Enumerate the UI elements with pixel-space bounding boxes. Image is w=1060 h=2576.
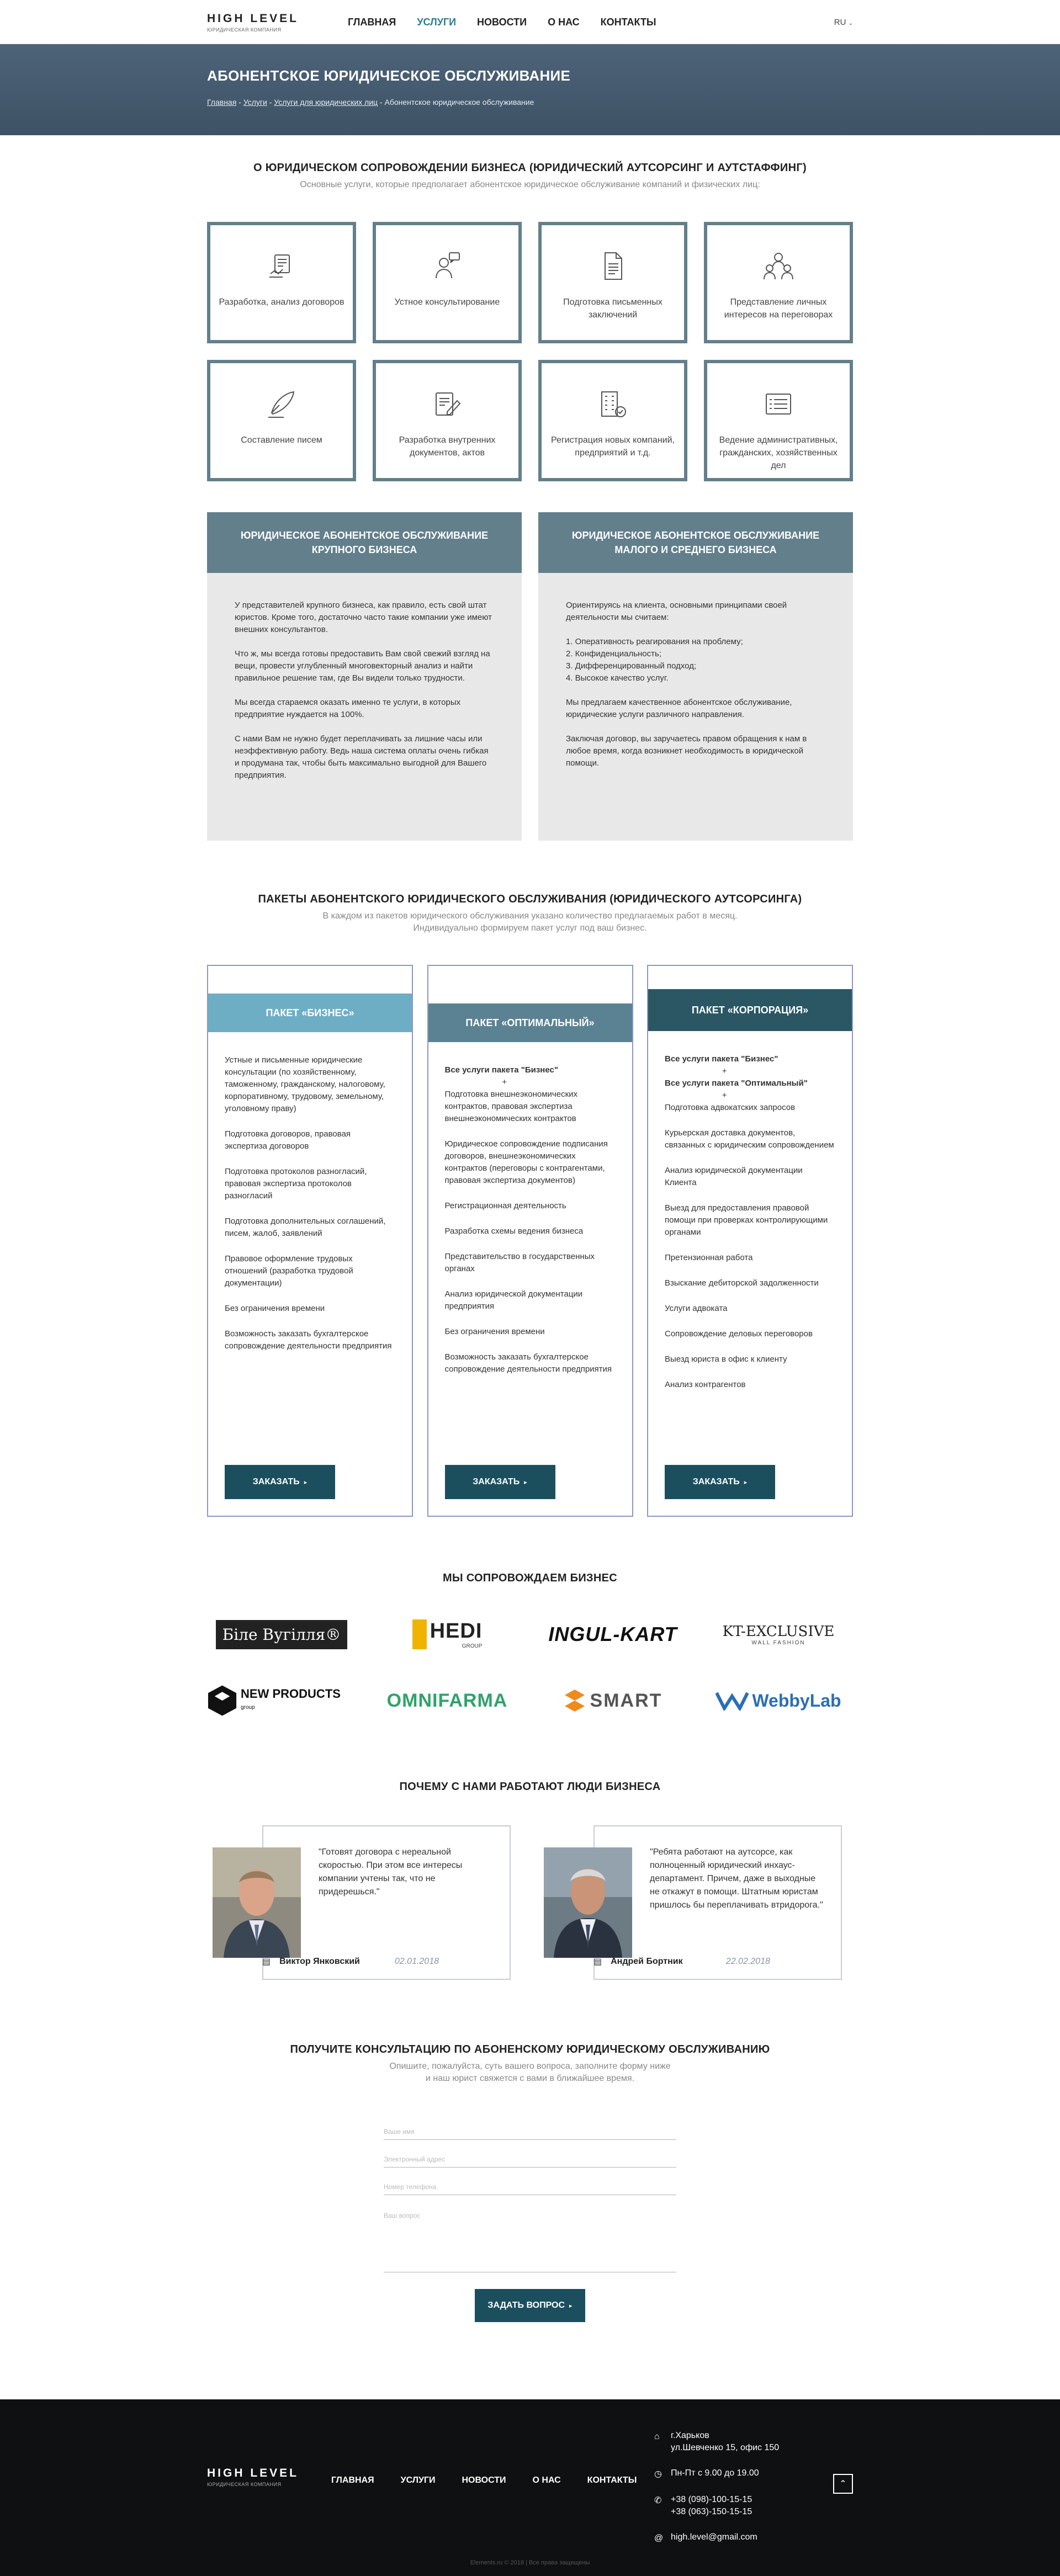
column-paragraph: Мы предлагаем качественное абонентское обслуживание, юридические услуги различного направления. bbox=[566, 698, 792, 719]
consultation-section bbox=[207, 1983, 853, 2322]
clients-logos bbox=[207, 1615, 853, 1720]
caret-right-icon: ▸ bbox=[524, 1479, 527, 1486]
about-subtitle: Основные услуги, которые предполагает абонентское юридическое обслуживание компаний и физических лиц: bbox=[300, 180, 760, 189]
column-body bbox=[538, 573, 853, 769]
contract-icon bbox=[265, 249, 298, 283]
ask-question-label: ЗАДАТЬ ВОПРОС bbox=[487, 2301, 565, 2310]
package-feature: Подготовка договоров, правовая экспертиза договоров bbox=[225, 1129, 351, 1151]
cube-icon bbox=[207, 1684, 237, 1717]
testimonial-quote: "Ребята работают на аутсорсе, как полноценный юридический инхаус-департамент. Причем, даже в выходные не откажут в помощи. Штатным юристам пришлось бы переплачивать втридорога." bbox=[650, 1847, 823, 1910]
nav-about[interactable]: О НАС bbox=[548, 16, 580, 28]
package-feature: Взыскание дебиторской задолженности bbox=[665, 1278, 819, 1288]
testimonial-author: Виктор Янковский bbox=[279, 1957, 360, 1966]
clock-icon: ◷ bbox=[654, 2469, 662, 2479]
packages-subtitle-line: Индивидуально формируем пакет услуг под ваш бизнес. bbox=[413, 923, 647, 933]
testimonial-date: 02.01.2018 bbox=[394, 1957, 439, 1966]
page-hero bbox=[0, 44, 1060, 135]
small-business-column bbox=[538, 512, 853, 841]
column-paragraph: Мы всегда стараемся оказать именно те услуги, в которых предприятие нуждается на 100%. bbox=[235, 698, 461, 719]
package-feature: Подготовка адвокатских запросов bbox=[665, 1103, 796, 1112]
footer-nav bbox=[331, 2476, 663, 2485]
language-selector[interactable] bbox=[834, 18, 853, 27]
client-logo-bile-vugillya: Біле Вугілля® bbox=[207, 1615, 356, 1654]
order-label: ЗАКАЗАТЬ bbox=[252, 1477, 300, 1486]
consultation-title: ПОЛУЧИТЕ КОНСУЛЬТАЦИЮ ПО АБОНЕНСКОМУ ЮРИДИЧЕСКОМУ ОБСЛУЖИВАНИЮ bbox=[290, 2043, 770, 2056]
service-label: Ведение административных, гражданских, хозяйственных дел bbox=[719, 435, 838, 470]
package-feature: Разработка схемы ведения бизнеса bbox=[444, 1226, 584, 1236]
packages-list bbox=[207, 965, 853, 1517]
package-card-corporation bbox=[647, 965, 853, 1517]
order-button[interactable] bbox=[445, 1465, 555, 1499]
nav-home[interactable]: ГЛАВНАЯ bbox=[348, 16, 396, 28]
footer-nav-about[interactable]: О НАС bbox=[532, 2476, 561, 2485]
address-city: г.Харьков bbox=[671, 2431, 709, 2440]
column-paragraph: С нами Вам не нужно будет переплачивать за лишние часы или неэффективную работу. Ведь наша система оплаты очень гибкая и продумана так, чтобы быть максимально выгодной для Вашего предприятия. bbox=[235, 734, 489, 780]
service-label: Разработка, анализ договоров bbox=[219, 298, 344, 307]
order-button[interactable] bbox=[665, 1465, 775, 1499]
consultation-form bbox=[384, 2112, 676, 2272]
plus-icon: + bbox=[722, 1091, 727, 1100]
scroll-to-top-button[interactable] bbox=[833, 2474, 853, 2494]
client-logo-webbylab: WebbyLab bbox=[704, 1681, 853, 1720]
email-link[interactable]: high.level@gmail.com bbox=[671, 2532, 757, 2542]
footer-nav-news[interactable]: НОВОСТИ bbox=[462, 2476, 506, 2485]
client-logo-kt-exclusive: KT-EXCLUSIVE WALL FASHION bbox=[722, 1623, 835, 1646]
order-label: ЗАКАЗАТЬ bbox=[692, 1477, 740, 1486]
quote-icon: ▤ bbox=[593, 1957, 602, 1967]
breadcrumb-legal-entities[interactable]: Услуги для юридических лиц bbox=[274, 98, 378, 107]
column-paragraph: Что ж, мы всегда готовы предоставить Вам свой свежий взгляд на вещи, провести углубленный многовекторный анализ и найти правильное решение там, где Вы видели только трудности. bbox=[235, 649, 490, 683]
testimonial-date: 22.02.2018 bbox=[725, 1957, 770, 1966]
service-card[interactable] bbox=[538, 360, 687, 481]
phone-number[interactable]: +38 (063)-150-15-15 bbox=[671, 2507, 752, 2516]
package-feature: Возможность заказать бухгалтерское сопровождение деятельности предприятия bbox=[225, 1329, 392, 1351]
consultation-subtitle-line: и наш юрист свяжется с вами в ближайшее время. bbox=[425, 2074, 635, 2083]
avatar bbox=[213, 1847, 301, 1958]
package-card-business bbox=[207, 965, 413, 1517]
home-icon: ⌂ bbox=[654, 2432, 660, 2441]
package-feature: Юридическое сопровождение подписания договоров, внешнеэкономических контрактов (переговоры с контрагентами, правовая экспертиза документов) bbox=[444, 1139, 608, 1185]
hours-row bbox=[654, 2467, 779, 2481]
breadcrumb-home[interactable]: Главная bbox=[207, 98, 237, 107]
name-field[interactable]: Ваше имя bbox=[384, 2112, 676, 2140]
footer-nav-services[interactable]: УСЛУГИ bbox=[400, 2476, 436, 2485]
package-feature: Подготовка дополнительных соглашений, писем, жалоб, заявлений bbox=[225, 1217, 386, 1238]
footer-contacts bbox=[654, 2430, 779, 2558]
column-body bbox=[207, 573, 522, 782]
package-features bbox=[428, 1042, 632, 1375]
avatar bbox=[544, 1847, 632, 1958]
column-title: ЮРИДИЧЕСКОЕ АБОНЕНТСКОЕ ОБСЛУЖИВАНИЕ КРУПНОГО БИЗНЕСА bbox=[207, 512, 522, 573]
package-feature: Возможность заказать бухгалтерское сопровождение деятельности предприятия bbox=[444, 1352, 612, 1374]
webbylab-mark-icon bbox=[716, 1691, 749, 1711]
testimonial-quote: "Готовят договора с нереальной скоростью. При этом все интересы компании учтены так, что не придерешься." bbox=[319, 1847, 463, 1897]
email-field[interactable]: Электронный адрес bbox=[384, 2140, 676, 2168]
service-card[interactable] bbox=[373, 222, 522, 343]
page-title: АБОНЕНТСКОЕ ЮРИДИЧЕСКОЕ ОБСЛУЖИВАНИЕ bbox=[207, 67, 571, 84]
order-label: ЗАКАЗАТЬ bbox=[473, 1477, 520, 1486]
package-feature: Подготовка внешнеэкономических контрактов, правовая экспертиза внешнеэкономических контрактов bbox=[444, 1090, 578, 1123]
column-paragraph: У представителей крупного бизнеса, как правило, есть свой штат юристов. Кроме того, достаточно часто такие компании уже имеют внешних консультантов. bbox=[235, 601, 492, 634]
service-card[interactable] bbox=[538, 222, 687, 343]
chevron-down-icon: ⌄ bbox=[848, 20, 853, 26]
site-footer bbox=[0, 2399, 1060, 2576]
package-feature-bold: Все услуги пакета "Бизнес" bbox=[444, 1065, 558, 1075]
package-feature: Услуги адвоката bbox=[665, 1304, 728, 1313]
testimonial-footer bbox=[262, 1956, 439, 1967]
packages-subtitle-line: В каждом из пакетов юридического обслуживания указано количество предлагаемых работ в месяц. bbox=[322, 911, 738, 921]
about-section bbox=[207, 135, 853, 841]
testimonial bbox=[207, 1825, 522, 1983]
question-field[interactable]: Ваш вопрос bbox=[384, 2195, 676, 2272]
business-columns bbox=[207, 512, 853, 841]
breadcrumb: Главная - Услуги - Услуги для юридических лиц - Абонентское юридическое обслуживание bbox=[207, 98, 534, 107]
smart-mark-icon bbox=[564, 1688, 586, 1713]
ask-question-button[interactable] bbox=[475, 2289, 585, 2322]
package-feature: Правовое оформление трудовых отношений (разработка трудовой документации) bbox=[225, 1254, 353, 1288]
phone-field[interactable]: Номер телефона bbox=[384, 2168, 676, 2195]
column-paragraph: 1. Оперативность реагирования на проблему; 2. Конфиденциальность; 3. Дифференцированный подход; 4. Высокое качество услуг. bbox=[566, 637, 743, 683]
caret-right-icon: ▸ bbox=[744, 1479, 748, 1486]
address-street: ул.Шевченко 15, офис 150 bbox=[671, 2443, 780, 2452]
plus-icon: + bbox=[502, 1077, 507, 1087]
column-paragraph: Заключая договор, вы заручаетесь правом обращения к нам в любое время, когда возникнет необходимость в юридической помощи. bbox=[566, 734, 807, 768]
testimonial-footer bbox=[593, 1956, 770, 1967]
package-feature: Регистрационная деятельность bbox=[444, 1201, 566, 1210]
service-card[interactable] bbox=[704, 222, 853, 343]
testimonial-author: Андрей Бортник bbox=[611, 1957, 683, 1966]
client-logo-hedi: HEDI GROUP bbox=[373, 1615, 522, 1654]
package-title: ПАКЕТ «ОПТИМАЛЬНЫЙ» bbox=[428, 1003, 632, 1042]
service-card[interactable] bbox=[373, 360, 522, 481]
client-logo-new-products: NEW PRODUCTS group bbox=[207, 1681, 356, 1720]
package-feature: Без ограничения времени bbox=[444, 1327, 545, 1336]
package-feature: Выезд юриста в офис к клиенту bbox=[665, 1355, 787, 1364]
working-hours: Пн-Пт с 9.00 до 19.00 bbox=[671, 2468, 759, 2478]
package-card-optimal bbox=[427, 965, 633, 1517]
quote-icon: ▤ bbox=[262, 1957, 271, 1967]
package-feature: Анализ юридической документации Клиента bbox=[665, 1166, 803, 1187]
packages-section bbox=[207, 841, 853, 1517]
document-icon bbox=[596, 249, 629, 283]
service-label: Устное консультирование bbox=[394, 298, 500, 307]
nav-news[interactable]: НОВОСТИ bbox=[477, 16, 527, 28]
package-title: ПАКЕТ «КОРПОРАЦИЯ» bbox=[648, 989, 852, 1031]
meeting-icon bbox=[762, 249, 795, 283]
breadcrumb-services[interactable]: Услуги bbox=[243, 98, 267, 107]
column-paragraph: Ориентируясь на клиента, основными принципами своей деятельности мы считаем: bbox=[566, 601, 787, 622]
clients-title: МЫ СОПРОВОЖДАЕМ БИЗНЕС bbox=[443, 1572, 617, 1584]
testimonials-section bbox=[207, 1720, 853, 1983]
logo[interactable] bbox=[207, 12, 301, 33]
package-feature: Анализ контрагентов bbox=[665, 1380, 746, 1389]
column-title: ЮРИДИЧЕСКОЕ АБОНЕНТСКОЕ ОБСЛУЖИВАНИЕ МАЛОГО И СРЕДНЕГО БИЗНЕСА bbox=[538, 512, 853, 573]
footer-nav-home[interactable]: ГЛАВНАЯ bbox=[331, 2476, 374, 2485]
clients-section bbox=[207, 1517, 853, 1720]
package-feature: Устные и письменные юридические консультации (по хозяйственному, таможенному, гражданскому, налоговому, корпоративному, трудовому, земельному, уголовному праву) bbox=[225, 1055, 385, 1113]
pen-icon bbox=[265, 387, 298, 421]
package-feature: Сопровождение деловых переговоров bbox=[665, 1329, 813, 1339]
nav-contacts[interactable]: КОНТАКТЫ bbox=[600, 16, 656, 28]
edit-document-icon bbox=[431, 387, 464, 421]
services-grid bbox=[207, 222, 853, 481]
footer-logo-subtitle: ЮРИДИЧЕСКАЯ КОМПАНИЯ bbox=[207, 2482, 282, 2487]
list-icon bbox=[762, 387, 795, 421]
service-label: Представление личных интересов на переговорах bbox=[724, 298, 833, 320]
testimonials-list bbox=[207, 1825, 853, 1983]
service-label: Составление писем bbox=[241, 435, 322, 445]
phone-icon: ✆ bbox=[654, 2496, 662, 2505]
service-label: Подготовка письменных заключений bbox=[563, 298, 662, 320]
logo-title: HIGH LEVEL bbox=[207, 12, 299, 25]
building-icon bbox=[596, 387, 629, 421]
consultation-subtitle-line: Опишите, пожалуйста, суть вашего вопроса, заполните форму ниже bbox=[389, 2062, 671, 2071]
about-title: О ЮРИДИЧЕСКОМ СОПРОВОЖДЕНИИ БИЗНЕСА (ЮРИДИЧЕСКИЙ АУТСОРСИНГ И АУТСТАФФИНГ) bbox=[253, 162, 807, 174]
address-row bbox=[654, 2430, 779, 2454]
consultation-subtitle bbox=[207, 2060, 853, 2085]
testimonials-title: ПОЧЕМУ С НАМИ РАБОТАЮТ ЛЮДИ БИЗНЕСА bbox=[399, 1781, 661, 1793]
chevron-up-icon: ⌃ bbox=[839, 2479, 847, 2489]
client-logo-smart: SMART bbox=[538, 1681, 687, 1720]
service-card[interactable] bbox=[704, 360, 853, 481]
main-nav bbox=[348, 17, 677, 28]
logo-subtitle: ЮРИДИЧЕСКАЯ КОМПАНИЯ bbox=[207, 26, 282, 33]
footer-nav-contacts[interactable]: КОНТАКТЫ bbox=[587, 2476, 637, 2485]
site-header bbox=[0, 0, 1060, 44]
package-feature: Выезд для предоставления правовой помощи при проверках контролирующими органами bbox=[665, 1203, 828, 1237]
phone-row bbox=[654, 2494, 779, 2518]
at-icon: @ bbox=[654, 2533, 664, 2543]
package-feature: Подготовка протоколов разногласий, правовая экспертиза протоколов разногласий bbox=[225, 1167, 367, 1201]
language-label: RU bbox=[834, 17, 846, 27]
package-features bbox=[208, 1032, 412, 1352]
plus-icon: + bbox=[722, 1066, 727, 1076]
caret-right-icon: ▸ bbox=[569, 2302, 573, 2309]
client-logo-omnifarma: OMNIFARMA bbox=[386, 1690, 508, 1711]
package-features bbox=[648, 1031, 852, 1391]
package-feature: Претензионная работа bbox=[665, 1253, 753, 1262]
package-feature-bold: Все услуги пакета "Оптимальный" bbox=[665, 1079, 808, 1088]
client-logo-ingul-kart: INGUL-KART bbox=[548, 1623, 677, 1645]
service-label: Разработка внутренних документов, актов bbox=[399, 435, 496, 458]
consultant-icon bbox=[431, 249, 464, 283]
packages-subtitle bbox=[207, 910, 853, 934]
package-feature: Анализ юридической документации предприятия bbox=[444, 1289, 583, 1311]
order-button[interactable] bbox=[225, 1465, 335, 1499]
nav-services[interactable]: УСЛУГИ bbox=[417, 16, 457, 28]
service-label: Регистрация новых компаний, предприятий и т.д. bbox=[551, 435, 675, 458]
large-business-column bbox=[207, 512, 522, 841]
package-feature-bold: Все услуги пакета "Бизнес" bbox=[665, 1054, 778, 1064]
package-feature: Без ограничения времени bbox=[225, 1304, 325, 1313]
footer-logo-title: HIGH LEVEL bbox=[207, 2467, 299, 2479]
testimonial bbox=[538, 1825, 853, 1983]
packages-title: ПАКЕТЫ АБОНЕНТСКОГО ЮРИДИЧЕСКОГО ОБСЛУЖИВАНИЯ (ЮРИДИЧЕСКОГО АУТСОРСИНГА) bbox=[258, 893, 802, 905]
copyright: Elements.ru © 2018 | Все права защищены bbox=[470, 2559, 590, 2566]
phone-number[interactable]: +38 (098)-100-15-15 bbox=[671, 2495, 752, 2504]
email-row bbox=[654, 2531, 779, 2545]
breadcrumb-current: Абонентское юридическое обслуживание bbox=[384, 98, 534, 107]
service-card[interactable] bbox=[207, 360, 356, 481]
service-card[interactable] bbox=[207, 222, 356, 343]
caret-right-icon: ▸ bbox=[304, 1479, 308, 1486]
package-title: ПАКЕТ «БИЗНЕС» bbox=[208, 994, 412, 1032]
footer-logo[interactable] bbox=[207, 2467, 299, 2487]
package-feature: Представительство в государственных органах bbox=[444, 1252, 595, 1273]
submit-row bbox=[207, 2289, 853, 2322]
package-feature: Курьерская доставка документов, связанных с юридическим сопровождением bbox=[665, 1128, 834, 1150]
